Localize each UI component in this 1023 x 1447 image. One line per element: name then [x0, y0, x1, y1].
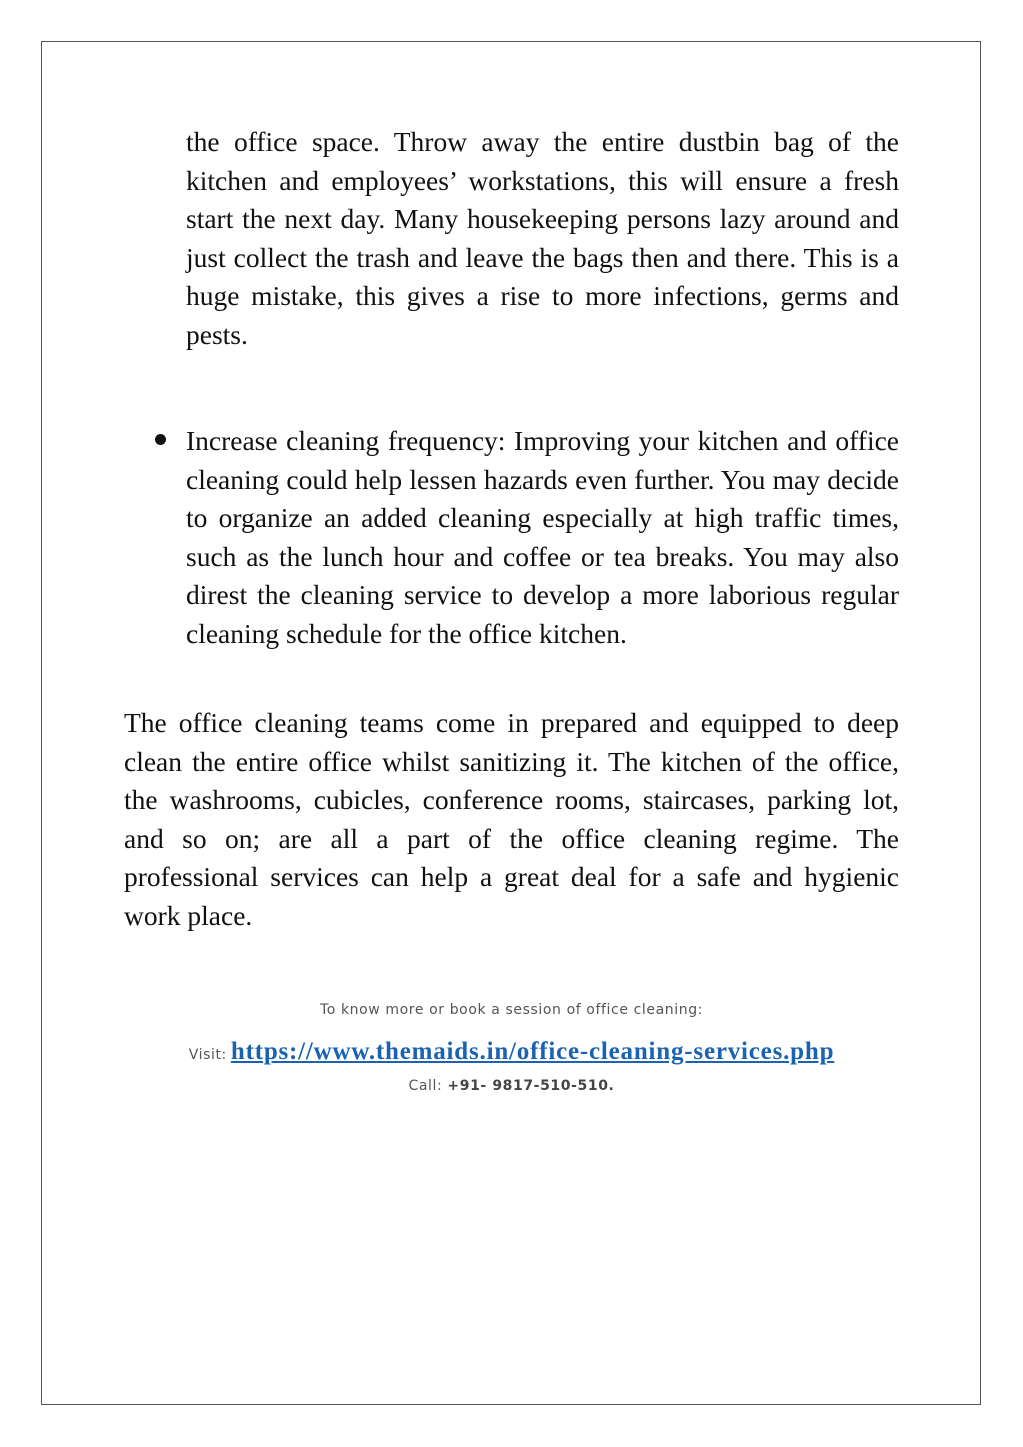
- know-more-text: To know more or book a session of office cleaning:: [319, 1002, 704, 1018]
- visit-url-link[interactable]: https://www.themaids.in/office-cleaning-services.php: [230, 1038, 835, 1065]
- call-label: Call:: [408, 1078, 443, 1094]
- visit-line: [0, 1038, 1023, 1066]
- continuation-paragraph: the office space. Throw away the entire dustbin bag of the kitchen and employees’ workstations, this will ensure a fresh start the next day. Many housekeeping persons lazy around and just collect the trash and leave the bags then and there. This is a huge mistake, this gives a rise to more infections, germs and pests.: [186, 126, 899, 350]
- bullet-dot-icon: [155, 434, 166, 445]
- call-line: [0, 1078, 1023, 1094]
- call-number: +91- 9817-510-510.: [447, 1078, 615, 1094]
- bullet-item-cleaning-frequency: Increase cleaning frequency: Improving your kitchen and office cleaning could help lessen hazards even further. You may decide to organize an added cleaning especially at high traffic times, such as the lunch hour and coffee or tea breaks. You may also direst the cleaning service to develop a more laborious regular cleaning schedule for the office kitchen.: [186, 425, 899, 649]
- visit-label: Visit:: [188, 1047, 227, 1063]
- main-paragraph: The office cleaning teams come in prepared and equipped to deep clean the entire office whilst sanitizing it. The kitchen of the office, the washrooms, cubicles, conference rooms, staircases, parking lot, and so on; are all a part of the office cleaning regime. The professional services can help a great deal for a safe and hygienic work place.: [124, 707, 899, 931]
